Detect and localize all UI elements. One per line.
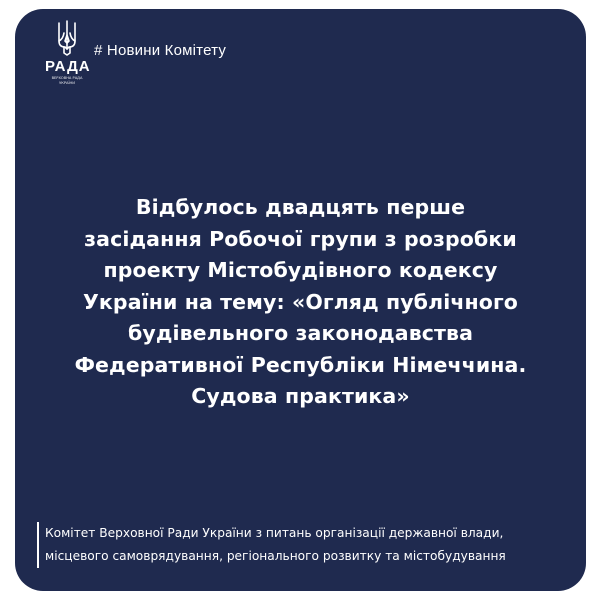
logo-subtitle-2: УКРАЇНИ	[59, 81, 75, 86]
committee-footer	[37, 522, 585, 568]
footer-line: Комітет Верховної Ради України з питань організації державної влади,	[45, 526, 504, 540]
headline-line: Відбулось двадцять перше	[135, 195, 466, 219]
logo-subtitle-1: ВЕРХОВНА РАДА	[51, 76, 83, 80]
headline	[35, 192, 566, 413]
headline-line: проекту Містобудівного кодексу	[103, 258, 498, 282]
logo-wordmark: РАДА	[45, 58, 91, 75]
headline-line: засідання Робочої групи з розробки	[84, 226, 517, 251]
headline-line: Федеративної Республіки Німеччина.	[74, 352, 527, 377]
footer-line: місцевого самоврядування, регіонального розвитку та містобудування	[45, 549, 506, 563]
trident-icon	[56, 19, 78, 57]
hashtag-label: # Новини Комітету	[94, 42, 227, 59]
news-card	[15, 9, 586, 591]
headline-line: України на тему: «Огляд публічного	[83, 289, 518, 314]
headline-line: будівельного законодавства	[127, 321, 474, 345]
headline-line: Судова практика»	[191, 384, 410, 408]
rada-logo	[45, 19, 89, 86]
